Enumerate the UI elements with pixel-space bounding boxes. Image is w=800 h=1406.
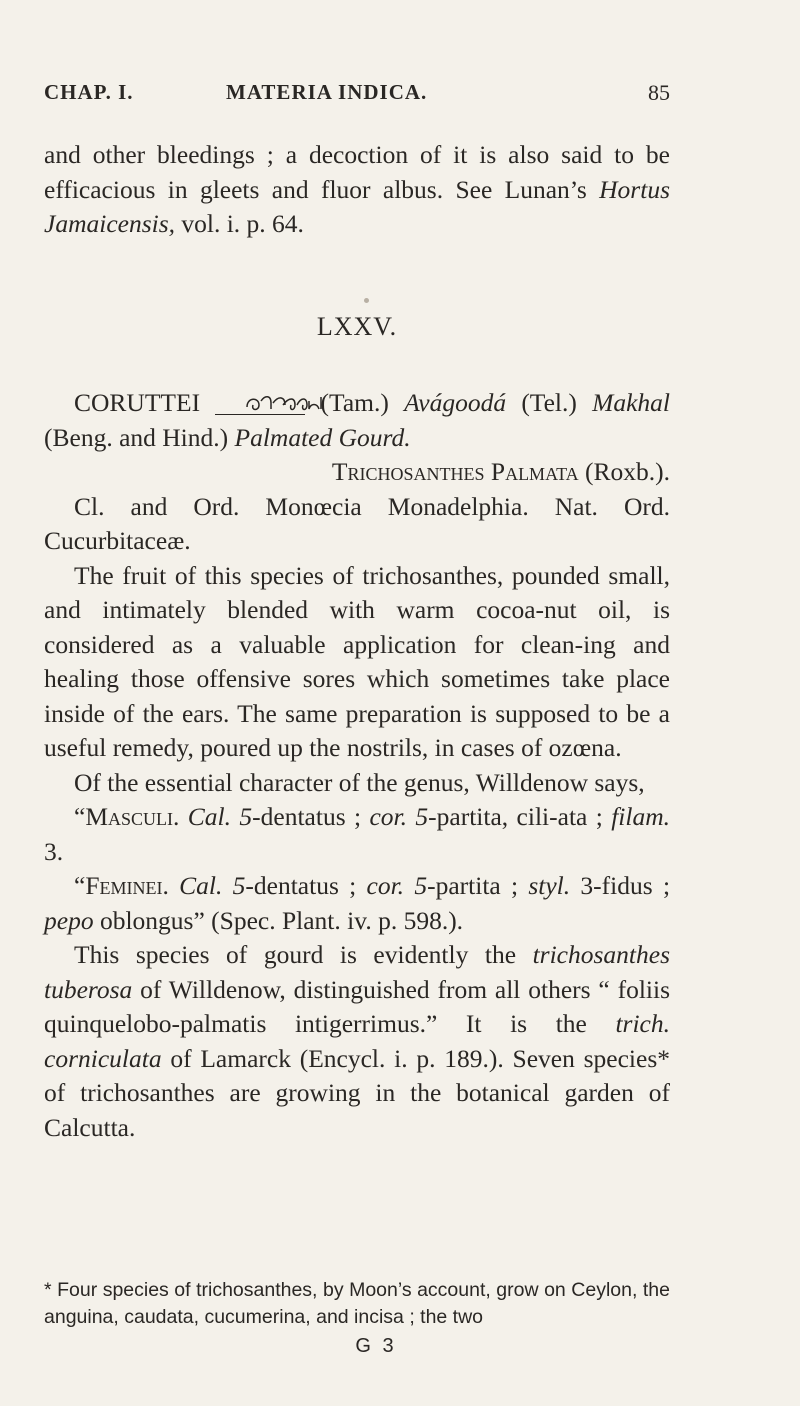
tamil-script-svg — [245, 393, 335, 417]
bengali-name: Makhal — [592, 388, 671, 417]
book-title: MATERIA INDICA. — [226, 80, 428, 104]
masculi-description: “Masculi. Cal. 5-dentatus ; cor. 5-partita, cili-ata ; filam. 3. — [44, 802, 671, 866]
page-body — [44, 138, 670, 1145]
paragraph-willdenow: Of the essential character of the genus, Willdenow says, — [74, 767, 645, 797]
reference-title: Hortus Jamaicensis, — [44, 174, 670, 238]
species-name: Trichosanthes Palmata — [331, 457, 579, 486]
tamil-name: CORUTTEI — [74, 388, 201, 417]
signature-mark: G 3 — [355, 1335, 397, 1357]
chapter-label: CHAP. I. — [44, 80, 134, 104]
telugu-name: Avágoodá — [404, 388, 507, 417]
entry-number: LXXV. — [316, 311, 398, 341]
species-line: Trichosanthes Palmata (Roxb.). — [331, 457, 670, 486]
paragraph-species-identity: This species of gourd is evidently the trichosanthes tuberosa of Willdenow, distinguished from all others “ foliis quinquelobo-palmatis intigerrimus.” It is the trich. corniculata of Lamarck (Encycl. i. p. 189.). Seven species* of trichosanthes are growing in the botanical garden of Calcutta. — [44, 940, 670, 1142]
paragraph-uses: The fruit of this species of trichosanthes, pounded small, and intimately blended with warm cocoa-nut oil, is considered as a valuable application for clean-ing and healing those offensive sores which sometimes take place inside of the ears. The same preparation is supposed to be a useful remedy, poured up the nostrils, in cases of ozœna. — [44, 560, 670, 762]
footnote: * Four species of trichosanthes, by Moon’s account, grow on Ceylon, the anguina, caudata, cucumerina, and incisa ; the two — [44, 1279, 670, 1328]
tamil-script-glyph — [215, 392, 305, 415]
page-number: 85 — [648, 80, 670, 105]
continuation-paragraph: and other bleedings ; a decoction of it is also said to be efficacious in gleets and fluor albus. See Lunan’s Hortus Jamaicensis, vol. i. p. 64. — [44, 140, 670, 238]
entry-heading: CORUTTEI (Tam.) Avágoodá (Tel.) Makhal (Beng. and Hind.) Palmated Gourd. — [44, 388, 671, 452]
feminei-description: “Feminei. Cal. 5-dentatus ; cor. 5-partita ; styl. 3-fidus ; pepo oblongus” (Spec. Plant. iv. p. 598.). — [44, 871, 671, 935]
english-name: Palmated Gourd. — [234, 422, 411, 452]
classification: Cl. and Ord. Monœcia Monadelphia. Nat. Ord. Cucurbitaceæ. — [44, 491, 670, 555]
